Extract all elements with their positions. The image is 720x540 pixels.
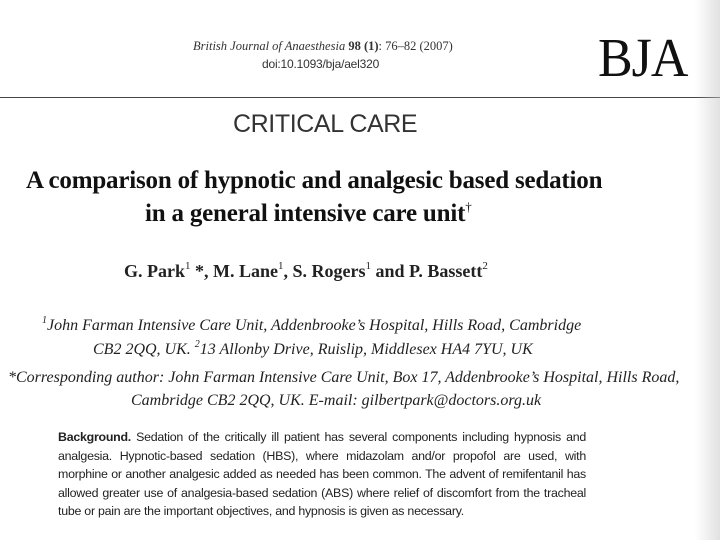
journal-issue: (1) [363, 39, 379, 53]
abstract-background [58, 428, 586, 521]
journal-name: British Journal of Anaesthesia [193, 39, 346, 53]
article-title-text: in a general intensive care unit [145, 200, 466, 227]
affiliation-text: 13 Allonby Drive, Ruislip, Middlesex HA4 7YU, UK [199, 341, 533, 358]
author-separator: , [283, 261, 293, 281]
article-title-line-1: A comparison of hypnotic and analgesic based sedation [26, 167, 603, 194]
author-affiliation-sup: 1 [185, 260, 191, 272]
corresponding-author-line-2: Cambridge CB2 2QQ, UK. E-mail: gilbertpark@doctors.org.uk [131, 392, 542, 409]
author-list [124, 260, 488, 282]
affiliation-text: John Farman Intensive Care Unit, Addenbrooke’s Hospital, Hills Road, Cambridge [47, 317, 582, 334]
section-heading: CRITICAL CARE [233, 110, 418, 138]
bja-logo: BJA [598, 28, 688, 89]
author-affiliation-sup: 1 [365, 260, 371, 272]
affiliation-sup: 2 [194, 339, 200, 350]
author-separator: , [204, 261, 213, 281]
author-affiliation-sup: 1 [278, 260, 284, 272]
journal-pages: : 76–82 (2007) [378, 39, 453, 53]
author-name: M. Lane [213, 261, 278, 281]
author-name: S. Rogers [292, 261, 366, 281]
dagger-mark: † [465, 199, 472, 214]
author-separator: and [371, 261, 410, 281]
page-edge-shadow [695, 0, 720, 540]
author-name: G. Park [124, 261, 185, 281]
abstract-lead: Background. [58, 430, 131, 444]
doi: doi:10.1093/bja/ael320 [262, 57, 380, 71]
affiliation-line-1 [42, 315, 581, 335]
author-name: P. Bassett [409, 261, 483, 281]
abstract-text: Sedation of the critically ill patient has several components including hypnosis and analgesia. Hypnotic-based sedation (HBS), where midazolam and/or propofol are used, with morphine or another analgesic added as needed has been common. The advent of remifentanil has allowed greater use of analgesia-based sedation (ABS) where relief of discomfort from the tracheal tube or pain are the important objectives, and hypnosis is given as necessary. [58, 430, 586, 519]
author-affiliation-sup: 2 [482, 260, 488, 272]
article-title-line-2 [145, 199, 472, 228]
header-rule [0, 97, 720, 98]
affiliation-text: CB2 2QQ, UK. [93, 341, 195, 358]
affiliation-sup: 1 [42, 315, 47, 326]
affiliation-line-2 [93, 339, 533, 359]
corresponding-author-line-1: *Corresponding author: John Farman Intensive Care Unit, Box 17, Addenbrooke’s Hospital, Hills Road, [8, 369, 680, 386]
journal-volume: 98 [348, 39, 361, 53]
journal-citation [193, 39, 453, 54]
corresponding-mark: * [190, 261, 204, 281]
